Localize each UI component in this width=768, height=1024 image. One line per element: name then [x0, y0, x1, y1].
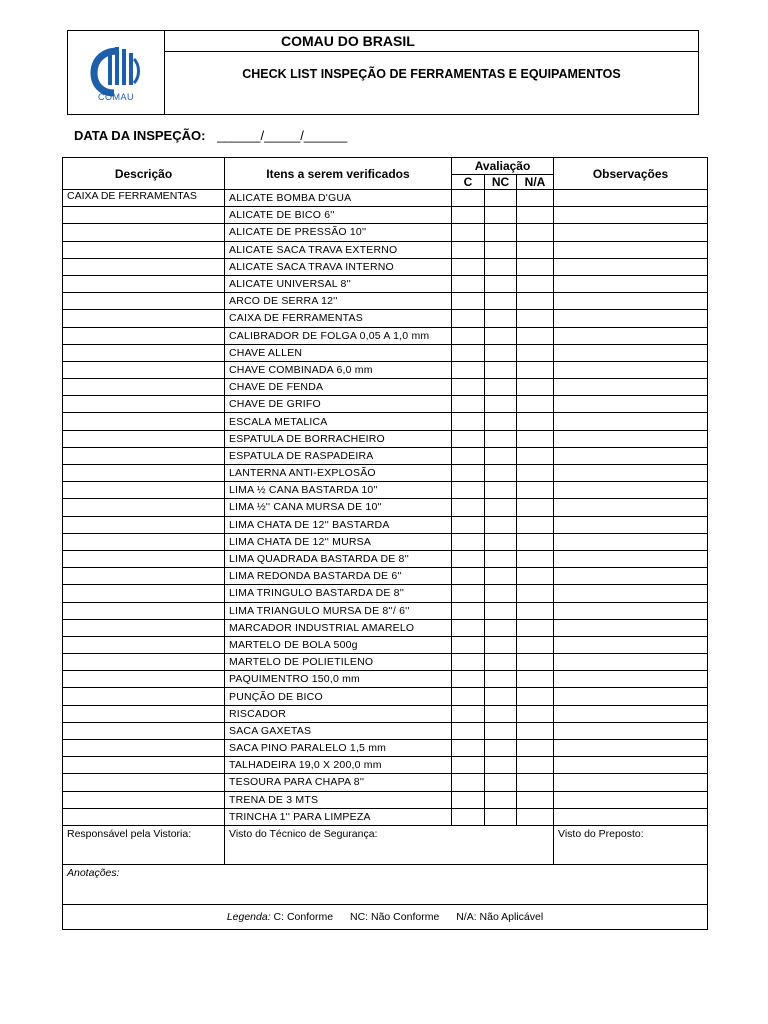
- row-check-nc[interactable]: [485, 585, 517, 602]
- row-item: TRINCHA 1'' PARA LIMPEZA: [225, 808, 452, 825]
- row-item: CHAVE ALLEN: [225, 344, 452, 361]
- document-header: [67, 30, 699, 115]
- row-check-na[interactable]: [517, 413, 554, 430]
- row-descricao: [63, 705, 225, 722]
- table-row: [63, 602, 708, 619]
- table-row: [63, 430, 708, 447]
- row-descricao: [63, 516, 225, 533]
- row-check-c[interactable]: [452, 619, 485, 636]
- row-observacao[interactable]: [554, 740, 708, 757]
- row-check-c[interactable]: [452, 671, 485, 688]
- row-check-na[interactable]: [517, 207, 554, 224]
- row-observacao[interactable]: [554, 602, 708, 619]
- row-check-na[interactable]: [517, 619, 554, 636]
- table-row: [63, 550, 708, 567]
- row-check-c[interactable]: [452, 361, 485, 378]
- row-item: ARCO DE SERRA 12'': [225, 293, 452, 310]
- row-check-na[interactable]: [517, 774, 554, 791]
- row-observacao[interactable]: [554, 705, 708, 722]
- row-check-nc[interactable]: [485, 310, 517, 327]
- table-row: [63, 654, 708, 671]
- visto-preposto[interactable]: Visto do Preposto:: [554, 825, 708, 864]
- row-check-c[interactable]: [452, 224, 485, 241]
- row-item: ALICATE DE PRESSÃO 10'': [225, 224, 452, 241]
- row-observacao[interactable]: [554, 258, 708, 275]
- row-observacao[interactable]: [554, 688, 708, 705]
- table-row: [63, 740, 708, 757]
- row-check-c[interactable]: [452, 344, 485, 361]
- row-check-c[interactable]: [452, 241, 485, 258]
- row-item: ALICATE BOMBA D'GUA: [225, 190, 452, 207]
- table-row: [63, 207, 708, 224]
- header-nc: NC: [485, 175, 517, 190]
- row-descricao: [63, 241, 225, 258]
- row-check-nc[interactable]: [485, 499, 517, 516]
- row-descricao: [63, 361, 225, 378]
- row-check-nc[interactable]: [485, 293, 517, 310]
- row-item: LANTERNA ANTI-EXPLOSÃO: [225, 465, 452, 482]
- table-row: [63, 327, 708, 344]
- row-item: MARTELO DE POLIETILENO: [225, 654, 452, 671]
- row-check-nc[interactable]: [485, 241, 517, 258]
- row-check-na[interactable]: [517, 224, 554, 241]
- row-check-na[interactable]: [517, 602, 554, 619]
- row-check-nc[interactable]: [485, 447, 517, 464]
- row-observacao[interactable]: [554, 774, 708, 791]
- row-check-c[interactable]: [452, 636, 485, 653]
- row-item: MARTELO DE BOLA 500g: [225, 636, 452, 653]
- row-observacao[interactable]: [554, 224, 708, 241]
- row-check-na[interactable]: [517, 705, 554, 722]
- row-descricao: [63, 791, 225, 808]
- row-item: LIMA CHATA DE 12'' BASTARDA: [225, 516, 452, 533]
- row-check-nc[interactable]: [485, 258, 517, 275]
- row-check-c[interactable]: [452, 190, 485, 207]
- row-check-na[interactable]: [517, 482, 554, 499]
- row-check-na[interactable]: [517, 654, 554, 671]
- table-row: [63, 722, 708, 739]
- row-check-na[interactable]: [517, 293, 554, 310]
- row-item: CHAVE DE GRIFO: [225, 396, 452, 413]
- row-observacao[interactable]: [554, 757, 708, 774]
- row-check-nc[interactable]: [485, 688, 517, 705]
- row-check-na[interactable]: [517, 430, 554, 447]
- visto-tecnico[interactable]: Visto do Técnico de Segurança:: [225, 825, 554, 864]
- table-row: [63, 224, 708, 241]
- row-descricao: [63, 327, 225, 344]
- row-check-na[interactable]: [517, 688, 554, 705]
- row-descricao: [63, 688, 225, 705]
- row-descricao: [63, 482, 225, 499]
- row-check-nc[interactable]: [485, 516, 517, 533]
- legenda-nc: NC: Não Conforme: [350, 910, 440, 923]
- row-observacao[interactable]: [554, 430, 708, 447]
- table-row: [63, 465, 708, 482]
- row-observacao[interactable]: [554, 310, 708, 327]
- row-check-nc[interactable]: [485, 550, 517, 567]
- table-row: [63, 241, 708, 258]
- row-descricao: [63, 654, 225, 671]
- row-check-nc[interactable]: [485, 430, 517, 447]
- row-observacao[interactable]: [554, 241, 708, 258]
- row-check-c[interactable]: [452, 447, 485, 464]
- row-check-nc[interactable]: [485, 379, 517, 396]
- row-observacao[interactable]: [554, 344, 708, 361]
- row-item: ALICATE SACA TRAVA EXTERNO: [225, 241, 452, 258]
- checklist-rows: [63, 190, 708, 826]
- table-row: [63, 344, 708, 361]
- logo-cell: [68, 31, 165, 114]
- row-item: LIMA CHATA DE 12'' MURSA: [225, 533, 452, 550]
- row-check-na[interactable]: [517, 344, 554, 361]
- row-check-c[interactable]: [452, 740, 485, 757]
- row-check-c[interactable]: [452, 533, 485, 550]
- row-check-na[interactable]: [517, 550, 554, 567]
- row-descricao: [63, 447, 225, 464]
- row-item: ALICATE UNIVERSAL 8'': [225, 275, 452, 292]
- row-item: CALIBRADOR DE FOLGA 0,05 A 1,0 mm: [225, 327, 452, 344]
- logo-text: COMAU: [98, 92, 134, 102]
- header-descricao: Descrição: [63, 158, 225, 190]
- row-observacao[interactable]: [554, 396, 708, 413]
- row-descricao: [63, 533, 225, 550]
- row-check-na[interactable]: [517, 379, 554, 396]
- row-observacao[interactable]: [554, 465, 708, 482]
- row-item: ESPATULA DE RASPADEIRA: [225, 447, 452, 464]
- row-item: LIMA QUADRADA BASTARDA DE 8'': [225, 550, 452, 567]
- legenda-c: C: Conforme: [273, 910, 334, 923]
- row-check-c[interactable]: [452, 808, 485, 825]
- row-check-c[interactable]: [452, 705, 485, 722]
- row-item: LIMA ½ CANA BASTARDA 10'': [225, 482, 452, 499]
- header-na: N/A: [517, 175, 554, 190]
- table-row: [63, 413, 708, 430]
- table-row: [63, 636, 708, 653]
- row-check-na[interactable]: [517, 791, 554, 808]
- table-row: [63, 808, 708, 825]
- header-c: C: [452, 175, 485, 190]
- row-item: CHAVE COMBINADA 6,0 mm: [225, 361, 452, 378]
- row-item: ALICATE DE BICO 6'': [225, 207, 452, 224]
- row-check-c[interactable]: [452, 293, 485, 310]
- row-observacao[interactable]: [554, 619, 708, 636]
- row-check-nc[interactable]: [485, 482, 517, 499]
- table-row: [63, 533, 708, 550]
- row-check-c[interactable]: [452, 688, 485, 705]
- row-descricao: [63, 379, 225, 396]
- row-descricao: [63, 722, 225, 739]
- row-observacao[interactable]: [554, 568, 708, 585]
- row-observacao[interactable]: [554, 654, 708, 671]
- row-check-c[interactable]: [452, 654, 485, 671]
- row-check-c[interactable]: [452, 550, 485, 567]
- row-descricao: [63, 774, 225, 791]
- row-observacao[interactable]: [554, 516, 708, 533]
- row-descricao: [63, 499, 225, 516]
- row-observacao[interactable]: [554, 671, 708, 688]
- row-descricao: [63, 585, 225, 602]
- header-avaliacao: Avaliação: [452, 158, 554, 175]
- row-descricao: [63, 413, 225, 430]
- row-descricao: [63, 619, 225, 636]
- row-check-c[interactable]: [452, 275, 485, 292]
- row-item: ESPATULA DE BORRACHEIRO: [225, 430, 452, 447]
- row-observacao[interactable]: [554, 447, 708, 464]
- row-check-c[interactable]: [452, 722, 485, 739]
- row-descricao: [63, 568, 225, 585]
- table-row: [63, 379, 708, 396]
- row-check-c[interactable]: [452, 413, 485, 430]
- document-title: CHECK LIST INSPEÇÃO DE FERRAMENTAS E EQUIPAMENTOS: [242, 67, 621, 81]
- row-check-nc[interactable]: [485, 774, 517, 791]
- table-row: [63, 310, 708, 327]
- table-row: [63, 671, 708, 688]
- table-row: [63, 705, 708, 722]
- row-observacao[interactable]: [554, 275, 708, 292]
- row-check-nc[interactable]: [485, 602, 517, 619]
- row-check-nc[interactable]: [485, 705, 517, 722]
- row-descricao: [63, 740, 225, 757]
- row-check-na[interactable]: [517, 516, 554, 533]
- row-observacao[interactable]: [554, 361, 708, 378]
- row-check-na[interactable]: [517, 190, 554, 207]
- row-item: TESOURA PARA CHAPA 8'': [225, 774, 452, 791]
- row-check-c[interactable]: [452, 602, 485, 619]
- row-check-nc[interactable]: [485, 808, 517, 825]
- row-observacao[interactable]: [554, 499, 708, 516]
- row-check-c[interactable]: [452, 258, 485, 275]
- row-descricao: [63, 344, 225, 361]
- row-item: CAIXA DE FERRAMENTAS: [225, 310, 452, 327]
- row-descricao: [63, 224, 225, 241]
- row-check-nc[interactable]: [485, 636, 517, 653]
- row-item: MARCADOR INDUSTRIAL AMARELO: [225, 619, 452, 636]
- row-check-c[interactable]: [452, 791, 485, 808]
- row-descricao: [63, 310, 225, 327]
- row-item: TRENA DE 3 MTS: [225, 791, 452, 808]
- row-item: LIMA ½'' CANA MURSA DE 10'': [225, 499, 452, 516]
- row-descricao: [63, 396, 225, 413]
- inspection-date-field[interactable]: ______/_____/______: [217, 128, 348, 143]
- row-check-na[interactable]: [517, 310, 554, 327]
- table-row: [63, 361, 708, 378]
- row-check-nc[interactable]: [485, 722, 517, 739]
- row-check-nc[interactable]: [485, 275, 517, 292]
- row-check-c[interactable]: [452, 379, 485, 396]
- row-check-nc[interactable]: [485, 396, 517, 413]
- anotacoes[interactable]: Anotações:: [63, 864, 708, 904]
- row-observacao[interactable]: [554, 533, 708, 550]
- row-observacao[interactable]: [554, 585, 708, 602]
- row-observacao[interactable]: [554, 636, 708, 653]
- row-descricao: [63, 207, 225, 224]
- row-check-nc[interactable]: [485, 619, 517, 636]
- row-item: ESCALA METALICA: [225, 413, 452, 430]
- row-check-nc[interactable]: [485, 465, 517, 482]
- table-row: [63, 585, 708, 602]
- row-check-na[interactable]: [517, 361, 554, 378]
- row-check-nc[interactable]: [485, 224, 517, 241]
- row-descricao: [63, 550, 225, 567]
- table-row: [63, 619, 708, 636]
- table-row: [63, 275, 708, 292]
- row-check-c[interactable]: [452, 310, 485, 327]
- row-descricao: [63, 602, 225, 619]
- inspection-date-label: DATA DA INSPEÇÃO:: [74, 128, 206, 143]
- row-descricao: [63, 275, 225, 292]
- row-observacao[interactable]: [554, 722, 708, 739]
- row-observacao[interactable]: [554, 482, 708, 499]
- row-check-na[interactable]: [517, 568, 554, 585]
- row-descricao: [63, 808, 225, 825]
- table-row: [63, 791, 708, 808]
- row-check-c[interactable]: [452, 757, 485, 774]
- header-itens: Itens a serem verificados: [225, 158, 452, 190]
- row-item: LIMA REDONDA BASTARDA DE 6'': [225, 568, 452, 585]
- checklist-table: [62, 157, 708, 930]
- row-observacao[interactable]: [554, 413, 708, 430]
- row-check-nc[interactable]: [485, 413, 517, 430]
- table-row: [63, 499, 708, 516]
- row-descricao: [63, 465, 225, 482]
- row-descricao: [63, 636, 225, 653]
- row-item: SACA GAXETAS: [225, 722, 452, 739]
- row-check-na[interactable]: [517, 740, 554, 757]
- row-check-nc[interactable]: [485, 568, 517, 585]
- table-row: [63, 447, 708, 464]
- row-check-na[interactable]: [517, 808, 554, 825]
- row-check-na[interactable]: [517, 671, 554, 688]
- row-check-na[interactable]: [517, 499, 554, 516]
- row-check-na[interactable]: [517, 757, 554, 774]
- row-check-nc[interactable]: [485, 671, 517, 688]
- row-check-nc[interactable]: [485, 344, 517, 361]
- row-check-na[interactable]: [517, 447, 554, 464]
- row-check-c[interactable]: [452, 516, 485, 533]
- row-check-c[interactable]: [452, 465, 485, 482]
- row-observacao[interactable]: [554, 791, 708, 808]
- row-check-c[interactable]: [452, 774, 485, 791]
- row-check-c[interactable]: [452, 568, 485, 585]
- row-check-c[interactable]: [452, 585, 485, 602]
- row-check-na[interactable]: [517, 636, 554, 653]
- row-check-nc[interactable]: [485, 757, 517, 774]
- row-observacao[interactable]: [554, 327, 708, 344]
- row-check-c[interactable]: [452, 207, 485, 224]
- company-name: COMAU DO BRASIL: [165, 31, 698, 52]
- row-check-nc[interactable]: [485, 361, 517, 378]
- row-check-na[interactable]: [517, 241, 554, 258]
- legenda: [63, 904, 708, 929]
- row-check-nc[interactable]: [485, 533, 517, 550]
- row-observacao[interactable]: [554, 190, 708, 207]
- table-row: [63, 516, 708, 533]
- row-item: ALICATE SACA TRAVA INTERNO: [225, 258, 452, 275]
- row-observacao[interactable]: [554, 808, 708, 825]
- row-descricao: [63, 258, 225, 275]
- row-item: PUNÇÃO DE BICO: [225, 688, 452, 705]
- row-check-na[interactable]: [517, 465, 554, 482]
- row-check-nc[interactable]: [485, 327, 517, 344]
- row-item: PAQUIMENTRO 150,0 mm: [225, 671, 452, 688]
- row-descricao: [63, 671, 225, 688]
- row-check-c[interactable]: [452, 430, 485, 447]
- row-descricao: [63, 430, 225, 447]
- row-check-na[interactable]: [517, 585, 554, 602]
- header-observacoes: Observações: [554, 158, 708, 190]
- legenda-na: N/A: Não Aplicável: [456, 910, 544, 923]
- table-row: [63, 190, 708, 207]
- row-item: CHAVE DE FENDA: [225, 379, 452, 396]
- row-observacao[interactable]: [554, 379, 708, 396]
- row-check-nc[interactable]: [485, 740, 517, 757]
- table-row: [63, 482, 708, 499]
- row-check-c[interactable]: [452, 499, 485, 516]
- row-check-c[interactable]: [452, 482, 485, 499]
- row-check-nc[interactable]: [485, 654, 517, 671]
- inspection-date: [74, 128, 347, 143]
- row-check-c[interactable]: [452, 396, 485, 413]
- row-item: SACA PINO PARALELO 1,5 mm: [225, 740, 452, 757]
- row-item: TALHADEIRA 19,0 X 200,0 mm: [225, 757, 452, 774]
- row-check-na[interactable]: [517, 722, 554, 739]
- row-item: LIMA TRIANGULO MURSA DE 8''/ 6'': [225, 602, 452, 619]
- row-check-na[interactable]: [517, 533, 554, 550]
- table-row: [63, 258, 708, 275]
- row-observacao[interactable]: [554, 207, 708, 224]
- row-check-c[interactable]: [452, 327, 485, 344]
- table-row: [63, 396, 708, 413]
- row-check-na[interactable]: [517, 327, 554, 344]
- row-observacao[interactable]: [554, 550, 708, 567]
- table-row: [63, 774, 708, 791]
- row-check-na[interactable]: [517, 275, 554, 292]
- row-descricao: [63, 757, 225, 774]
- row-check-nc[interactable]: [485, 207, 517, 224]
- table-row: [63, 757, 708, 774]
- responsavel-vistoria[interactable]: Responsável pela Vistoria:: [63, 825, 225, 864]
- row-item: LIMA TRINGULO BASTARDA DE 8'': [225, 585, 452, 602]
- row-check-na[interactable]: [517, 258, 554, 275]
- table-row: [63, 293, 708, 310]
- row-check-nc[interactable]: [485, 190, 517, 207]
- legenda-label: Legenda:: [226, 910, 271, 923]
- table-row: [63, 688, 708, 705]
- row-check-na[interactable]: [517, 396, 554, 413]
- row-check-nc[interactable]: [485, 791, 517, 808]
- row-descricao: [63, 293, 225, 310]
- row-item: RISCADOR: [225, 705, 452, 722]
- table-row: [63, 568, 708, 585]
- row-descricao: CAIXA DE FERRAMENTAS: [63, 190, 225, 207]
- row-observacao[interactable]: [554, 293, 708, 310]
